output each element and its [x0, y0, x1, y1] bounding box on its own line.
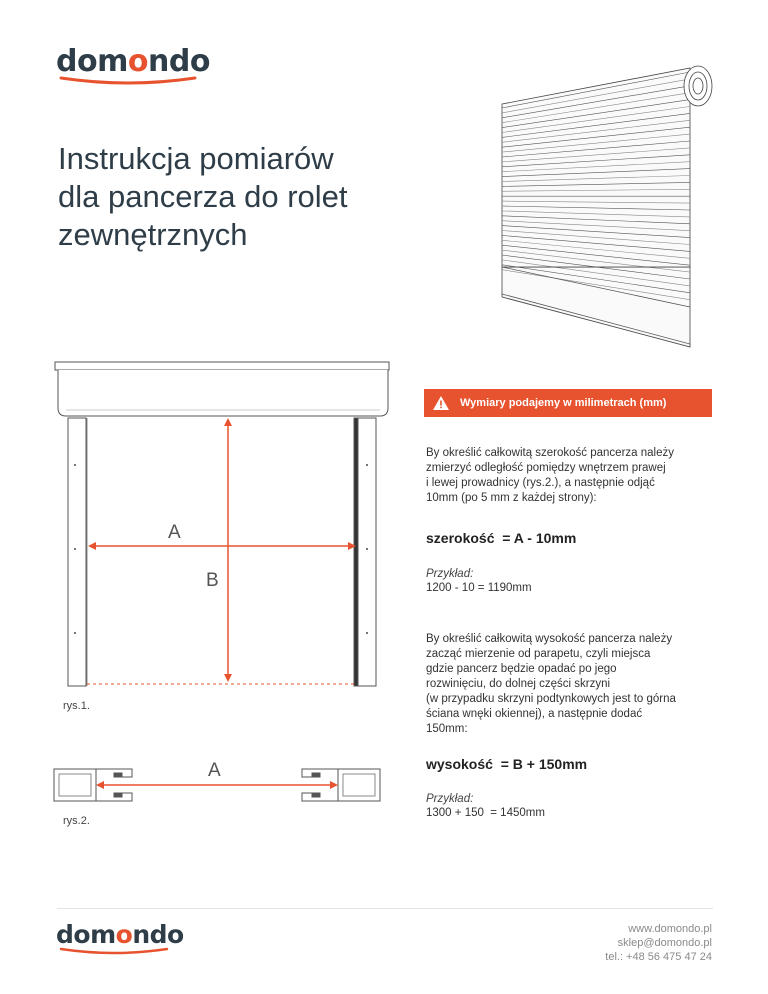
width-example-label: Przykład: — [426, 568, 474, 580]
footer-contact — [605, 922, 712, 964]
figure-2-label: rys.2. — [63, 815, 90, 827]
dimension-b-label: B — [206, 570, 219, 591]
phone-number: tel.: +48 56 475 47 24 — [605, 951, 712, 963]
figure-1-diagram — [52, 360, 392, 692]
paragraph-line: 10mm (po 5 mm z każdej strony): — [426, 492, 597, 504]
brand-logo-text: dom — [56, 44, 128, 79]
width-example-value: 1200 - 10 = 1190mm — [426, 582, 532, 594]
title-line: dla pancerza do rolet — [58, 179, 348, 214]
paragraph-line: i lewej prowadnicy (rys.2.), a następnie odjąć — [426, 477, 655, 489]
dimension-a-label-fig2: A — [208, 760, 221, 781]
brand-logo-accent: o — [127, 44, 148, 79]
title-line: zewnętrznych — [58, 217, 248, 252]
paragraph-line: 150mm: — [426, 723, 468, 735]
units-warning-banner — [424, 389, 712, 417]
paragraph-line: (w przypadku skrzyni podtynkowych jest to górna — [426, 693, 676, 705]
height-formula: wysokość = B + 150mm — [426, 756, 588, 772]
paragraph-line: zmierzyć odległość pomiędzy wnętrzem prawej — [426, 462, 666, 474]
brand-logo-text-end: ndo — [147, 44, 210, 79]
brand-logo-smile — [58, 76, 198, 90]
paragraph-line: zacząć mierzenie od parapetu, czyli miejsca — [426, 648, 651, 660]
warning-icon — [432, 395, 450, 411]
height-example-label: Przykład: — [426, 793, 474, 805]
paragraph-line: rozwinięciu, do dolnej części skrzyni — [426, 678, 611, 690]
paragraph-line: By określić całkowitą szerokość pancerza należy — [426, 447, 674, 459]
figure-1-label: rys.1. — [63, 700, 90, 712]
width-formula: szerokość = A - 10mm — [426, 530, 577, 546]
dimension-a-label: A — [168, 522, 181, 543]
brand-logo-text: dom — [56, 920, 116, 949]
width-description — [426, 446, 716, 506]
height-example-value: 1300 + 150 = 1450mm — [426, 807, 545, 819]
footer-divider — [57, 908, 713, 909]
footer-brand-logo — [56, 920, 184, 949]
footer-brand-logo-smile — [58, 947, 170, 959]
paragraph-line: ściana wnęki okiennej), a następnie dodać — [426, 708, 643, 720]
page-title — [58, 140, 418, 254]
brand-logo — [56, 44, 210, 79]
brand-logo-text-end: ndo — [132, 920, 184, 949]
paragraph-line: gdzie pancerz będzie opadać po jego — [426, 663, 617, 675]
paragraph-line: By określić całkowitą wysokość pancerza należy — [426, 633, 673, 645]
brand-logo-accent: o — [115, 920, 133, 949]
email-link[interactable]: sklep@domondo.pl — [617, 937, 712, 949]
title-line: Instrukcja pomiarów — [58, 141, 334, 176]
warning-text: Wymiary podajemy w milimetrach (mm) — [460, 397, 667, 409]
roller-shutter-illustration — [492, 62, 722, 352]
website-link[interactable]: www.domondo.pl — [628, 923, 712, 935]
height-description — [426, 632, 726, 737]
